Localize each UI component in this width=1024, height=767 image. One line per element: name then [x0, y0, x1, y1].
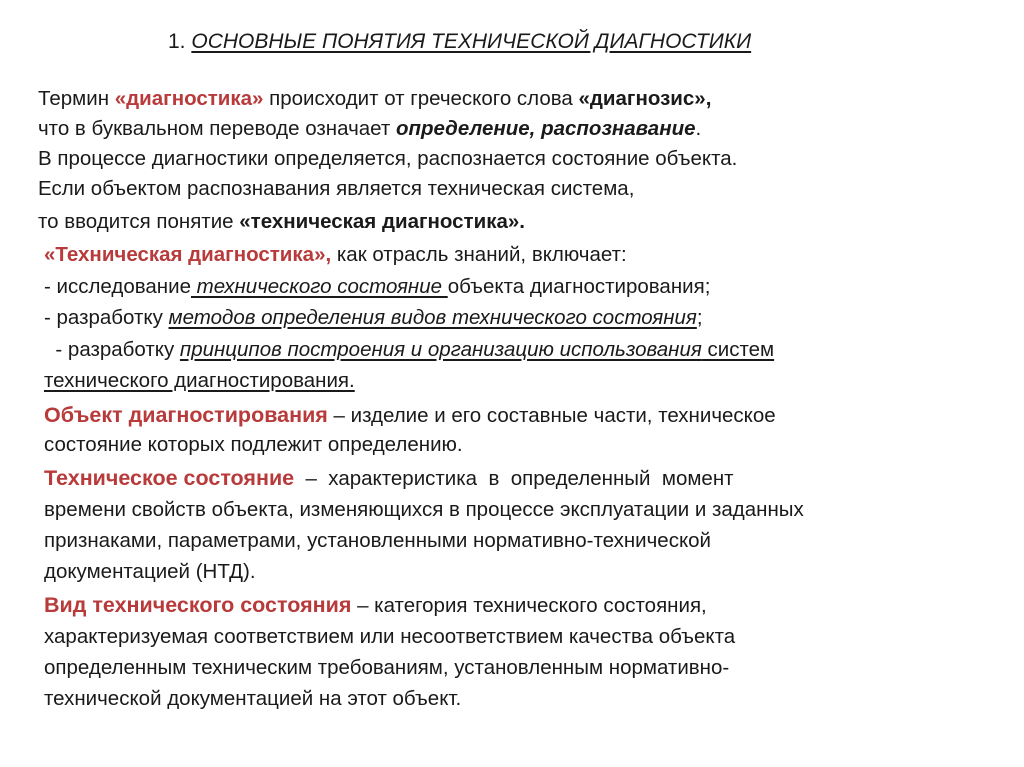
term-tech-diagnostics: «техническая диагностика». [239, 210, 525, 233]
vts-line-3: определенным техническим требованиям, установленным нормативно- [44, 656, 730, 679]
emphasis: принципов построения и организацию использования [179, 338, 702, 361]
text: - разработку [44, 338, 180, 361]
title-number: 1. [168, 30, 186, 53]
text: что в буквальном переводе означает [38, 117, 396, 140]
text: как отрасль знаний, включает: [331, 243, 627, 266]
intro-line-4: Если объектом распознавания является техническая система, [38, 177, 635, 200]
intro-line-5 [38, 209, 525, 235]
term-td: «Техническая диагностика», [44, 243, 332, 266]
text: то вводится понятие [38, 210, 240, 233]
intro-line-2 [38, 116, 701, 142]
text: происходит от греческого слова [263, 87, 579, 110]
title-text: ОСНОВНЫЕ ПОНЯТИЯ ТЕХНИЧЕСКОЙ ДИАГНОСТИКИ [191, 30, 752, 53]
term-tech-state: Техническое состояние [44, 466, 295, 490]
text: - исследование [44, 275, 191, 298]
text: - разработку [44, 306, 169, 329]
td-item-2 [44, 305, 703, 331]
ts-line-1 [44, 465, 734, 492]
text: – категория технического состояния, [351, 594, 707, 617]
ts-line-2: времени свойств объекта, изменяющихся в процессе эксплуатации и заданных [44, 498, 804, 521]
text: . [695, 117, 702, 140]
intro-line-1 [38, 86, 711, 112]
ts-line-4: документацией (НТД). [44, 560, 256, 583]
text: объекта диагностирования; [447, 275, 711, 298]
vts-line-4: технической документацией на этот объект. [44, 687, 462, 710]
page-title [168, 29, 751, 55]
text: – характеристика в определенный момент [294, 467, 734, 490]
td-item-3-cont [44, 368, 355, 394]
text: ; [696, 306, 703, 329]
td-item-1 [44, 274, 710, 300]
text: – изделие и его составные части, техническое [327, 404, 776, 427]
term-object: Объект диагностирования [44, 403, 328, 427]
vts-line-2: характеризуемая соответствием или несоответствием качества объекта [44, 625, 736, 648]
vts-line-1 [44, 592, 707, 619]
td-item-3 [44, 337, 774, 363]
term-diagnozis: «диагнозис», [578, 87, 712, 110]
emphasis: методов определения видов технического состояния [168, 306, 697, 329]
obj-line-2: состояние которых подлежит определению. [44, 433, 463, 456]
ts-line-3: признаками, параметрами, установленными нормативно-технической [44, 529, 711, 552]
intro-line-3: В процессе диагностики определяется, распознается состояние объекта. [38, 147, 738, 170]
text: Термин [38, 87, 115, 110]
td-heading [44, 242, 627, 268]
text: технического диагностирования. [44, 369, 355, 392]
definition-emphasis: определение, распознавание [395, 117, 696, 140]
term-diagnostika: «диагностика» [114, 87, 264, 110]
term-tech-state-type: Вид технического состояния [44, 593, 352, 617]
emphasis: технического состояние [190, 275, 448, 298]
obj-line-1 [44, 402, 776, 429]
text: систем [701, 338, 775, 361]
